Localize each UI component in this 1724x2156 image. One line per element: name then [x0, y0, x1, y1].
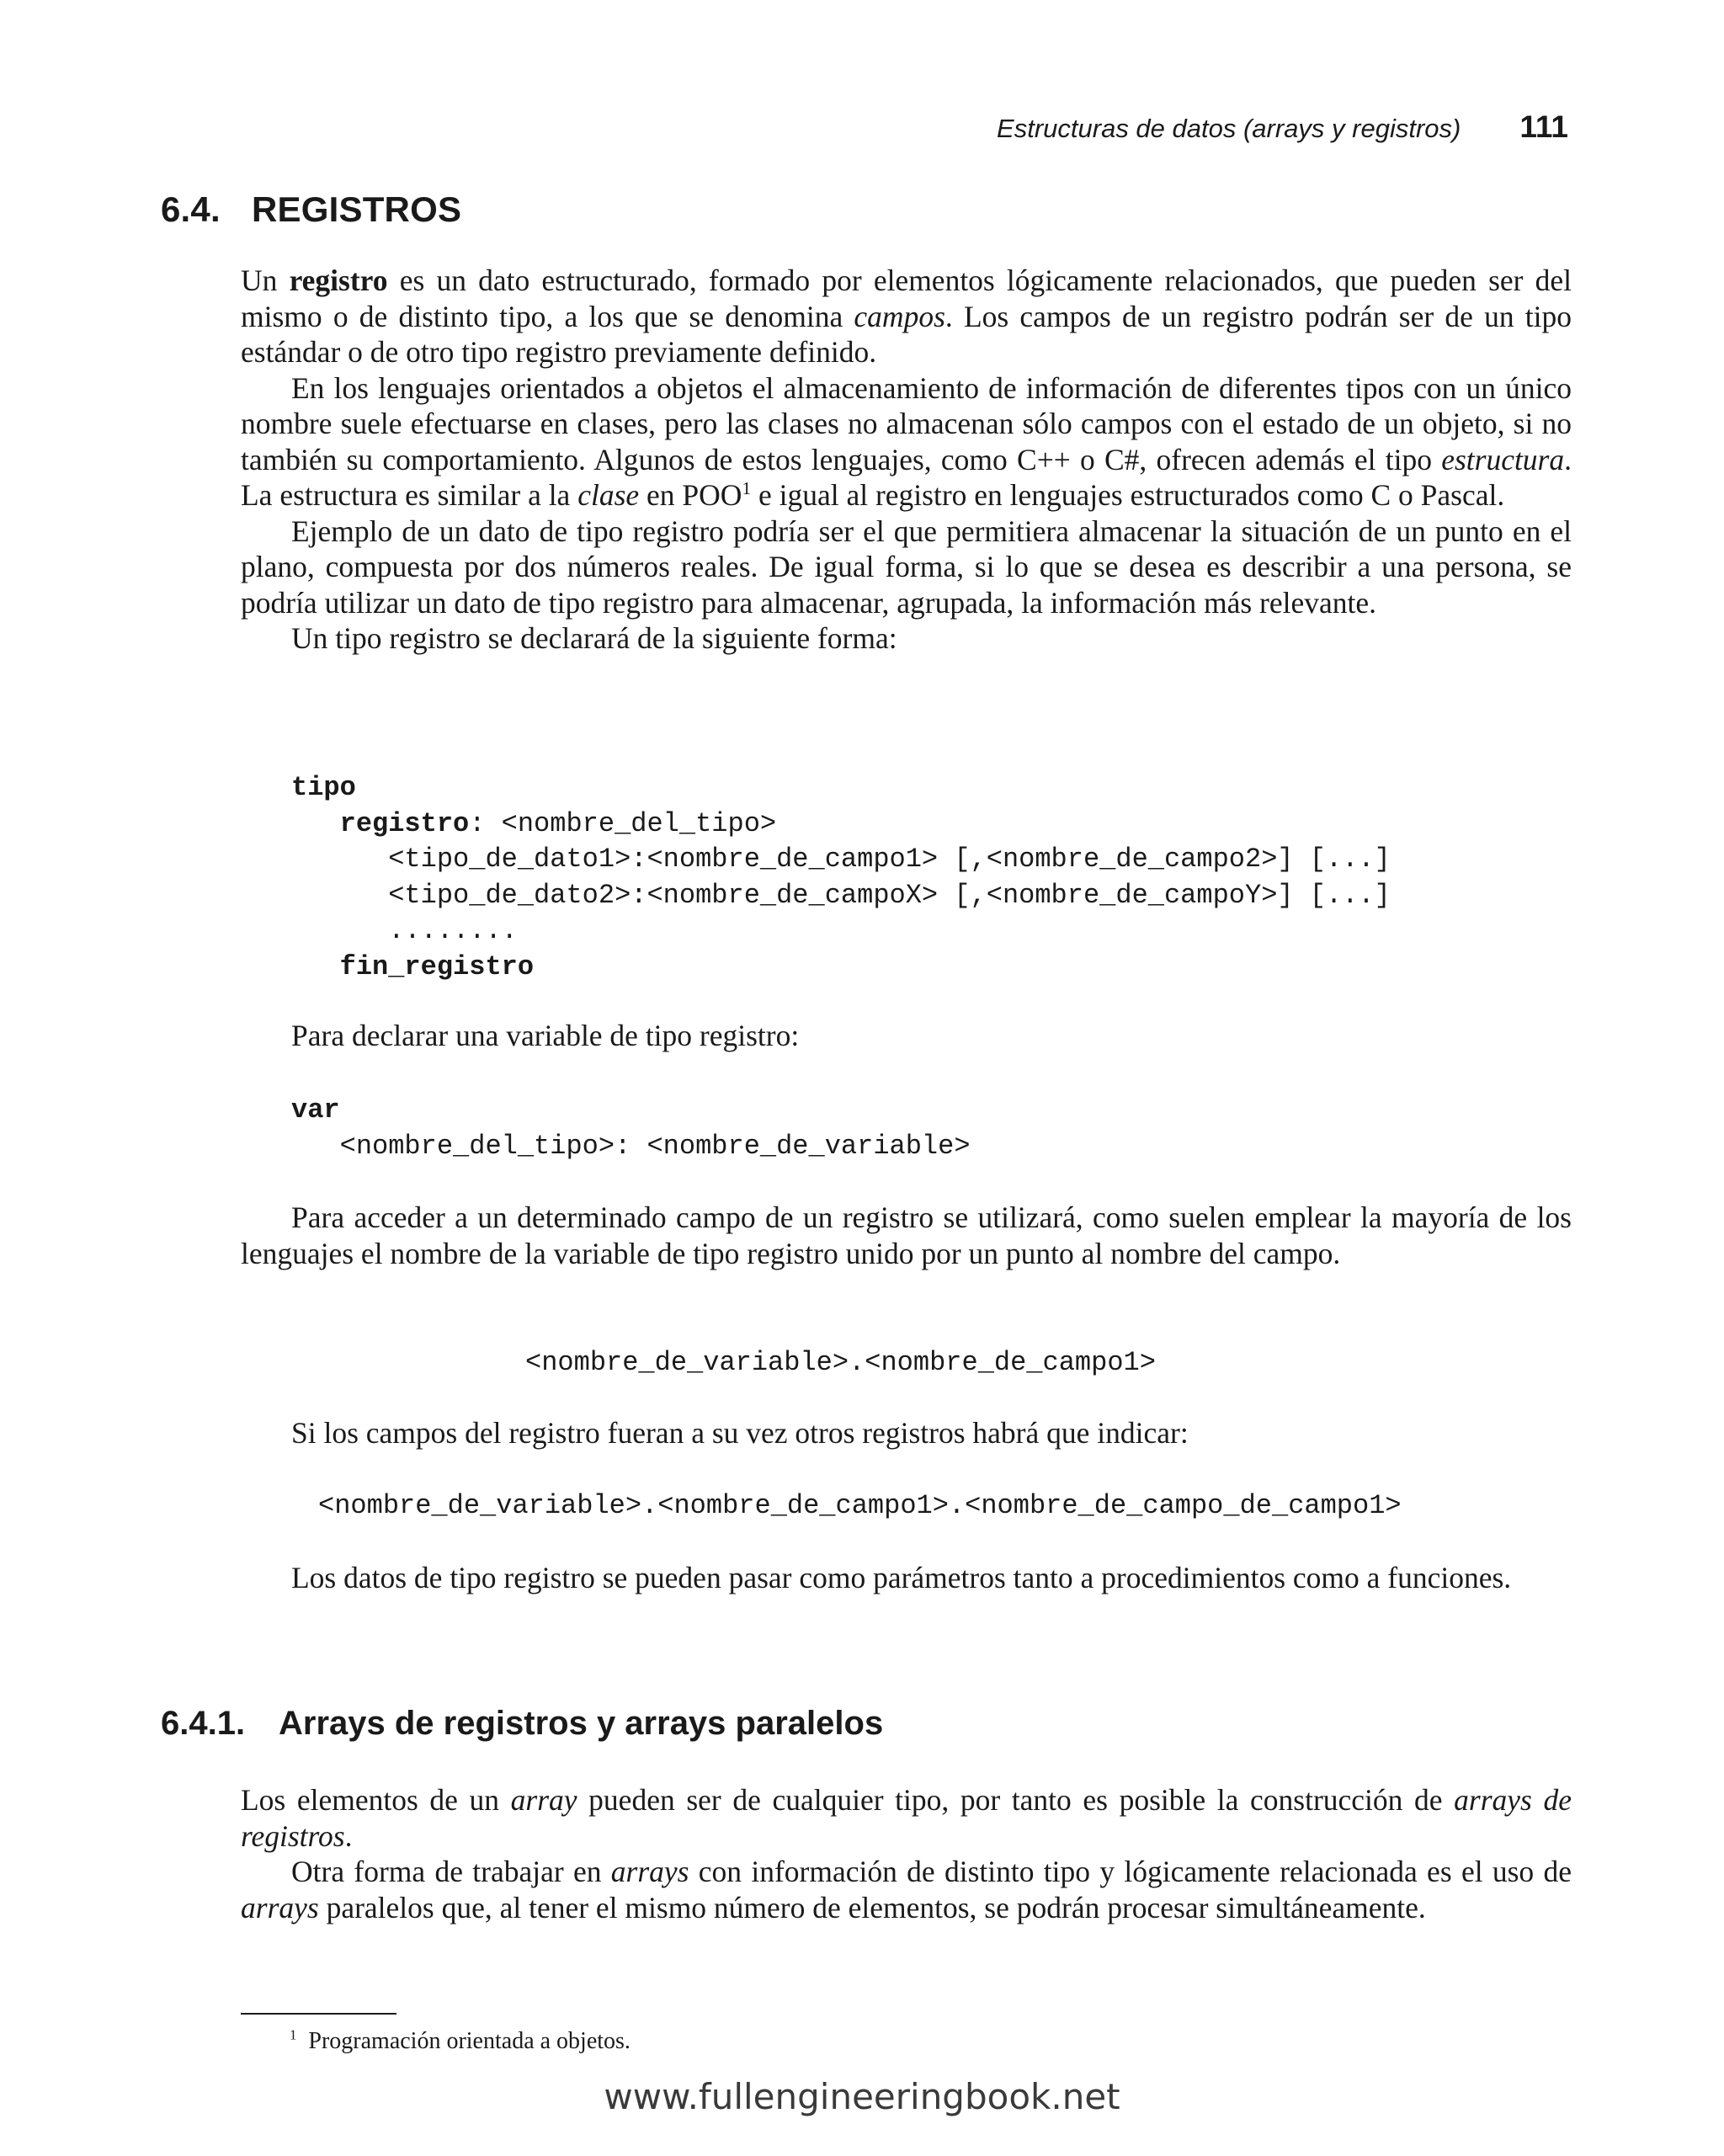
- subsection-number: 6.4.1.: [161, 1705, 246, 1742]
- footnote-divider: [241, 2013, 396, 2015]
- code-field-access: <nombre_de_variable>.<nombre_de_campo1>: [525, 1347, 1156, 1378]
- paragraph-4: Un tipo registro se declarará de la siguiente forma:: [291, 621, 897, 655]
- paragraph-10: Otra forma de trabajar en arrays con información de distinto tipo y lógicamente relacionada es el uso de arrays paralelos que, al tener el mismo número de elementos, se podrán procesar simultáneamente.: [241, 1855, 1572, 1924]
- code-var-declaration: var <nombre_del_tipo>: <nombre_de_variable>: [291, 1094, 971, 1162]
- footnote: [290, 2028, 631, 2055]
- paragraph-2: En los lenguajes orientados a objetos el almacenamiento de información de diferentes tipos con un único nombre suele efectuarse en clases, pero las clases no almacenan sólo campos con el estado de un objeto, si no también su comportamiento. Algunos de estos lenguajes, como C++ o C#, ofrecen además el tipo estructura. La estructura es similar a la clase en POO$^1$ e igual al registro en lenguajes estructurados como C o Pascal.: [241, 370, 1572, 512]
- footnote-ref: 1: [742, 478, 752, 499]
- paragraph-5: Para declarar una variable de tipo registro:: [291, 1019, 800, 1052]
- arrays-paragraphs: [241, 1782, 1572, 1925]
- term-campos: campos: [854, 299, 945, 333]
- term-registro: registro: [289, 264, 388, 297]
- footnote-mark: 1: [290, 2026, 297, 2043]
- subsection-title-text: Arrays de registros y arrays paralelos: [279, 1705, 884, 1742]
- paragraph-3: Ejemplo de un dato de tipo registro podría ser el que permitiera almacenar la situación de un punto en el plano, compuesta por dos números reales. De igual forma, si lo que se desea es describir a una persona, se podría utilizar un dato de tipo registro para almacenar, agrupada, la información más relevante.: [241, 514, 1572, 620]
- paragraph-8: Los datos de tipo registro se pueden pasar como parámetros tanto a procedimientos como a funciones.: [291, 1561, 1512, 1594]
- code-nested-field-access: <nombre_de_variable>.<nombre_de_campo1>.<nombre_de_campo_de_campo1>: [318, 1490, 1402, 1521]
- paragraph-1: Un registro es un dato estructurado, formado por elementos lógicamente relacionados, que pueden ser del mismo o de distinto tipo, a los que se denomina campos. Los campos de un registro podrán ser de un tipo estándar o de otro tipo registro previamente definido.: [241, 264, 1572, 369]
- section-title-text: REGISTROS: [252, 189, 462, 229]
- running-title: Estructuras de datos (arrays y registros): [997, 114, 1461, 143]
- paragraph-6: Para acceder a un determinado campo de un registro se utilizará, como suelen emplear la mayoría de los lenguajes el nombre de la variable de tipo registro unido por un punto al nombre del campo.: [241, 1200, 1572, 1270]
- section-title: [161, 189, 461, 230]
- access-paragraph: [241, 1200, 1572, 1271]
- footnote-text: Programación orientada a objetos.: [308, 2028, 631, 2054]
- code-type-declaration: tipo registro: <nombre_del_tipo> <tipo_de_dato1>:<nombre_de_campo1> [,<nombre_de_campo2>] [...] <tipo_de_dato2>:<nombre_de_campoX> [,<nombre_de_campoY>] [...] ........ fin_registro: [291, 772, 1391, 982]
- section-number: 6.4.: [161, 189, 221, 229]
- paragraph-9: Los elementos de un array pueden ser de cualquier tipo, por tanto es posible la construcción de arrays de registros.: [241, 1783, 1572, 1853]
- subsection-title: [161, 1705, 883, 1743]
- paragraph-7: Si los campos del registro fueran a su vez otros registros habrá que indicar:: [291, 1416, 1189, 1450]
- intro-paragraphs: [241, 263, 1572, 657]
- watermark-url: www.fullengineeringbook.net: [604, 2076, 1120, 2117]
- running-head: [997, 109, 1568, 145]
- page-number: 111: [1519, 109, 1568, 144]
- params-paragraph: [241, 1560, 1572, 1596]
